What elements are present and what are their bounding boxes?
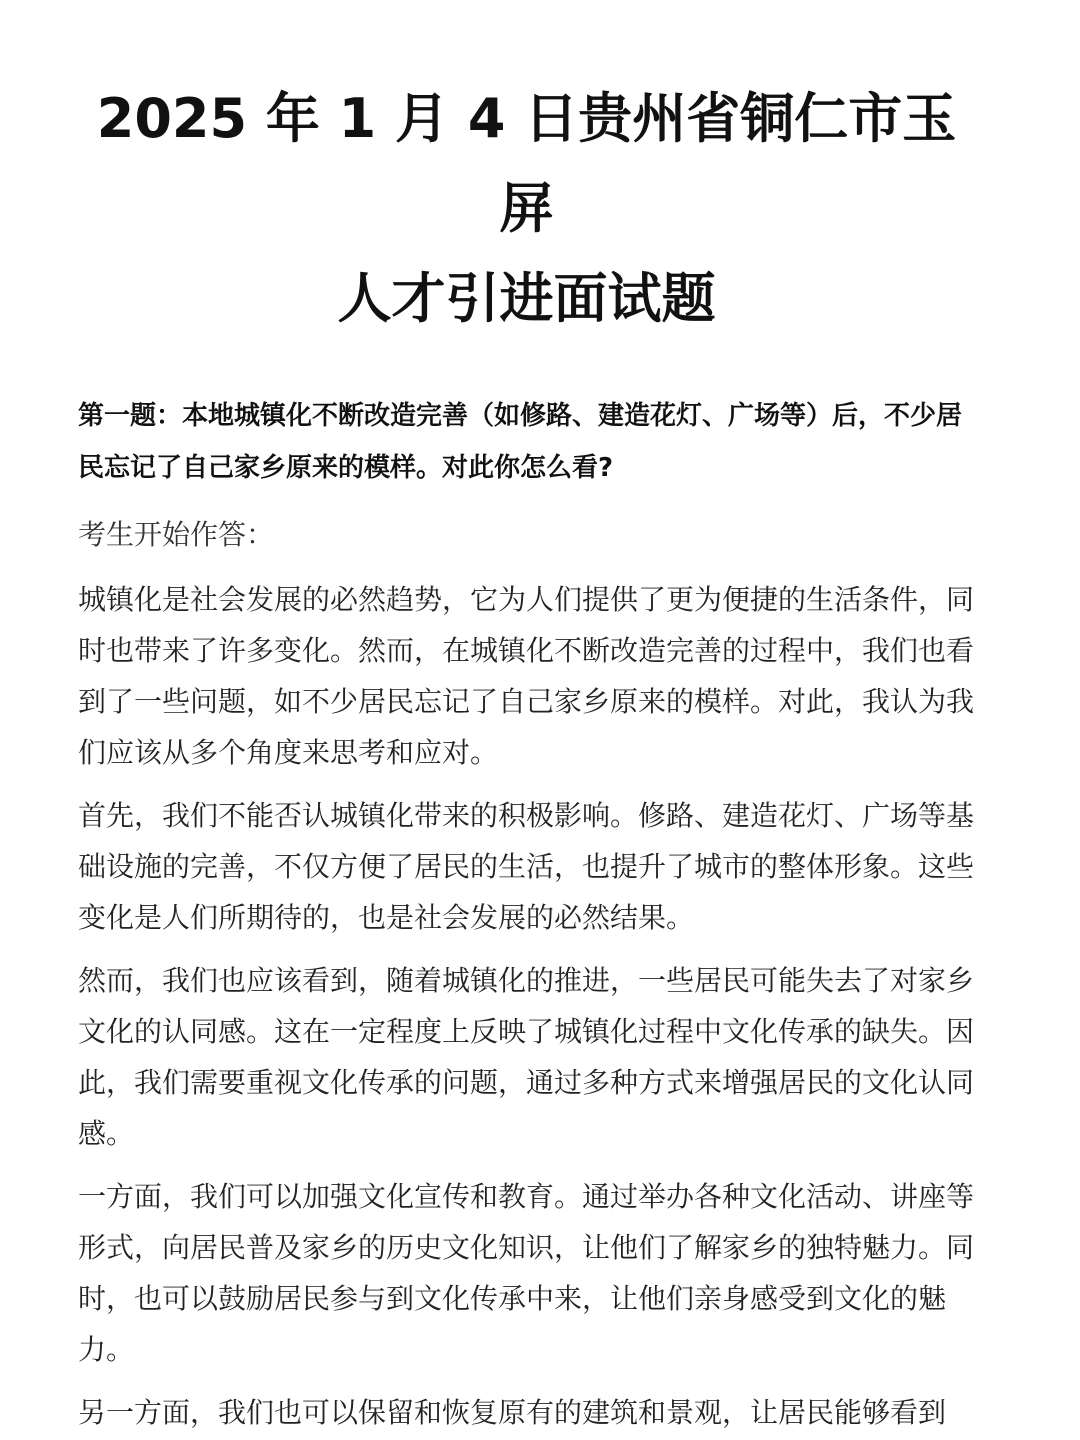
answer-paragraph-1: 城镇化是社会发展的必然趋势，它为人们提供了更为便捷的生活条件，同时也带来了许多变化。然而，在城镇化不断改造完善的过程中，我们也看到了一些问题，如不少居民忘记了自己家乡原来的模样。对此，我认为我们应该从多个角度来思考和应对。 [78,583,975,769]
answer-paragraph-5: 另一方面，我们也可以保留和恢复原有的建筑和景观，让居民能够看到 [78,1396,947,1429]
answer-paragraph-2: 首先，我们不能否认城镇化带来的积极影响。修路、建造花灯、广场等基础设施的完善，不仅方便了居民的生活，也提升了城市的整体形象。这些变化是人们所期待的，也是社会发展的必然结果。 [78,799,975,934]
answer-prompt: 考生开始作答： [78,518,275,551]
title-line-2: 人才引进面试题 [337,267,716,330]
answer-body [78,574,975,1438]
answer-paragraph-4: 一方面，我们可以加强文化宣传和教育。通过举办各种文化活动、讲座等形式，向居民普及家乡的历史文化知识，让他们了解家乡的独特魅力。同时，也可以鼓励居民参与到文化传承中来，让他们亲身感受到文化的魅力。 [78,1180,975,1366]
title-line-1: 2025 年 1 月 4 日贵州省铜仁市玉屏 [96,87,957,240]
page-title [78,0,975,344]
question-text: 第一题：本地城镇化不断改造完善（如修路、建造花灯、广场等）后，不少居民忘记了自己家乡原来的模样。对此你怎么看? [78,401,963,483]
answer-paragraph-3: 然而，我们也应该看到，随着城镇化的推进，一些居民可能失去了对家乡文化的认同感。这在一定程度上反映了城镇化过程中文化传承的缺失。因此，我们需要重视文化传承的问题，通过多种方式来增强居民的文化认同感。 [78,964,975,1150]
